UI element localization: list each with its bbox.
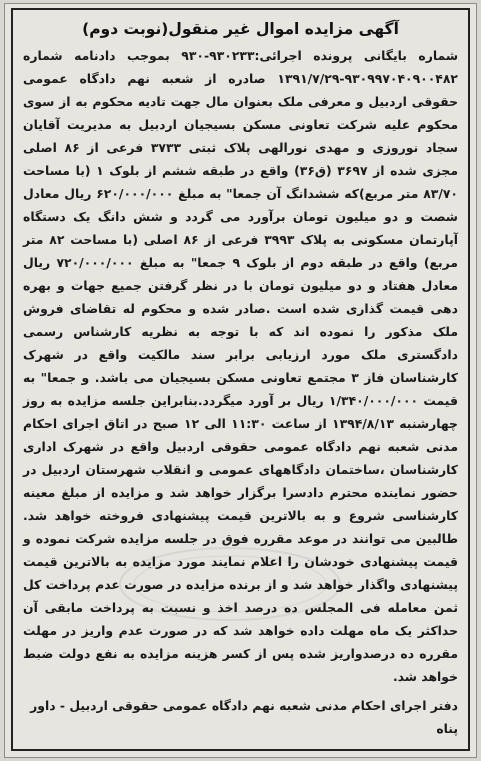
- notice-body: شماره بایگانی پرونده اجرائی:۹۳۰۲۳۳-۹۳۰ بموجب دادنامه شماره ۹۳۰۹۹۷۰۴۰۹۰۰۴۸۲-۱۳۹۱/۷/۲۹ صادره از شعبه نهم دادگاه عمومی حقوقی اردبیل و معرفی ملک بعنوان مال جهت تادیه محکوم به از سوی محکوم علیه شرکت تعاونی مسکن بسیجیان اردبیل به مدیریت آقایان سجاد نوروزی و مهدی نورالهی پلاک ثبتی ۳۷۳۳ فرعی از ۸۶ اصلی مجزی شده از ۳۶۹۷ (ق۳۶) واقع در طبقه ششم از بلوک ۱ (با مساحت ۸۳/۷۰ متر مربع)که ششدانگ آن جمعا" به مبلغ ۶۲۰/۰۰۰/۰۰۰ ریال معادل شصت و دو میلیون تومان برآورد می گردد و شش دانگ یک دستگاه آپارتمان مسکونی به پلاک ۳۹۹۳ فرعی از ۸۶ اصلی (با مساحت ۸۲ متر مربع) واقع در طبقه دوم از بلوک ۹ جمعا" به مبلغ ۷۲۰/۰۰۰/۰۰۰ ریال معادل هفتاد و دو میلیون تومان با در نظر گرفتن جمیع جهات و بهره دهی قیمت گذاری شده است .صادر شده و محکوم له تقاضای فروش ملک مذکور را نموده اند که با توجه به نظریه کارشناس رسمی دادگستری ملک مورد ارزیابی برابر سند مالکیت واقع در شهرک کارشناسان فاز ۳ مجتمع تعاونی مسکن بسیجیان می باشد. و جمعا" به قیمت ۱/۳۴۰/۰۰۰/۰۰۰ ریال بر آورد میگردد.بنابراین جلسه مزایده به روز چهارشنبه ۱۳۹۴/۸/۱۳ از ساعت ۱۱:۳۰ الی ۱۲ صبح در اتاق اجرای احکام مدنی شعبه نهم دادگاه عمومی حقوقی اردبیل واقع در شهرک اداری کارشناسان ،ساختمان دادگاههای عمومی و انقلاب شهرستان اردبیل در حضور نماینده محترم دادسرا برگزار خواهد شد و مزایده از مبلغ معینه کارشناسی شروع و به بالاترین قیمت پیشنهادی فروخته خواهد شد. طالبین می توانند در موعد مقرره فوق در جلسه مزایده شرکت نموده و قیمت پیشنهادی خودشان را اعلام نمایند مورد مزایده به بالاترین قیمت پیشنهادی واگذار خواهد شد و از برنده مزایده در صورت عدم پرداخت کل ثمن معامله فی المجلس ده درصد اخذ و نسبت به پرداخت مابقی آن حداکثر یک ماه مهلت داده خواهد شد که در صورت عدم واریز در مهلت مقرره ده درصدواریز شده پس از کسر هزینه مزایده به نفع دولت ضبط خواهد شد.: [23, 48, 459, 684]
- notice-title: آگهی مزایده اموال غیر منقول(نوبت دوم): [82, 20, 399, 38]
- notice-frame: [11, 8, 470, 751]
- newspaper-clipping: [4, 3, 477, 758]
- notice-signature: دفتر اجرای احکام مدنی شعبه نهم دادگاه عمومی حقوقی اردبیل - داور پناه: [30, 698, 458, 736]
